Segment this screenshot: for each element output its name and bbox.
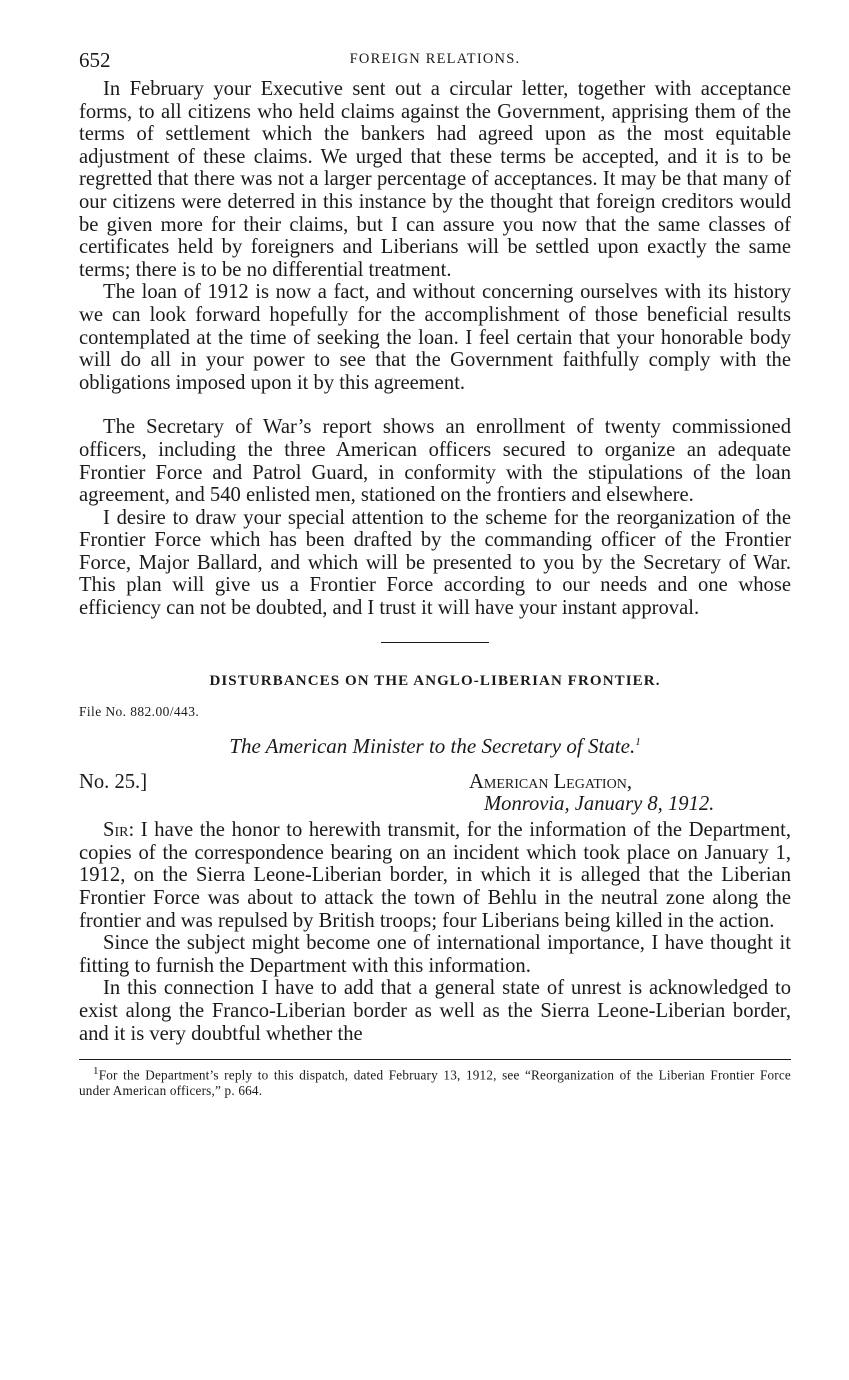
paragraph-frontier-force: I desire to draw your special attention to the scheme for the reorganization of the Frontier Force which has been drafted by the commanding officer of the Frontier Force, Major Ballard, and which will be presented to you by the Secretary of War. This plan will give us a Frontier Force according to our needs and one whose efficiency can not be doubted, and I trust it will have your instant approval. (79, 506, 791, 620)
letter-paragraph-1 (79, 819, 791, 932)
paragraph-loan-1912: The loan of 1912 is now a fact, and without concerning ourselves with its history we can look forward hopefully for the accomplishment of those beneficial results contemplated at the time of seeking the loan. I feel certain that your honorable body will do all in your power to see that the Government faithfully comply with the obligations imposed upon it by this agreement. (79, 281, 791, 394)
legation-name: American Legation, (469, 771, 632, 794)
page-number: 652 (79, 48, 111, 72)
running-head: FOREIGN RELATIONS. (349, 51, 521, 67)
paragraph-gap (79, 394, 791, 416)
letter-paragraph-1-text: I have the honor to herewith transmit, for the information of the Department, copies of the correspondence bearing on an incident which took place on January 1, 1912, on the Sierra Leone-Liberian border, in which it is alleged that the Liberian Frontier Force was about to attack the town of Behlu in the neutral zone along the frontier and was repulsed by British troops; four Liberians being killed in the action. (79, 819, 791, 932)
section-divider (381, 642, 489, 644)
footnote-divider (79, 1059, 791, 1060)
dateline (79, 771, 791, 819)
document-page (79, 48, 791, 1111)
paragraph-secretary-of-war: The Secretary of War’s report shows an enrollment of twenty commissioned officers, including the three American officers secured to organize an adequate Frontier Force and Patrol Guard, in conformity with the stipulations of the loan agreement, and 540 enlisted men, stationed on the frontiers and elsewhere. (79, 416, 791, 507)
file-number: File No. 882.00/443. (79, 704, 200, 720)
paragraph-claims-settlement: In February your Executive sent out a circular letter, together with acceptance forms, to all citizens who held claims against the Government, apprising them of the terms of settlement which the bankers had agreed upon as the most equitable adjustment of these claims. We urged that these terms be accepted, and it is to be regretted that there was not a larger percentage of acceptances. It may be that many of our citizens were deterred in this instance by the thought that foreign creditors would be given more for their claims, but I can assure you now that the same classes of certificates held by foreigners and Liberians will be settled upon exactly the same terms; there is to be no differential treatment. (79, 78, 791, 281)
section-title: DISTURBANCES ON THE ANGLO-LIBERIAN FRONTIER. (209, 673, 661, 690)
document-title (79, 734, 791, 759)
footnote-reference: 1 (635, 736, 641, 749)
footnote (79, 1064, 791, 1097)
dispatch-number: No. 25.] (79, 771, 148, 794)
page-header (79, 48, 791, 78)
place-and-date: Monrovia, January 8, 1912. (484, 793, 715, 816)
document-title-text: The American Minister to the Secretary of State. (229, 734, 636, 759)
footnote-marker: 1 (93, 1065, 99, 1078)
letter-paragraph-2: Since the subject might become one of international importance, I have thought it fitting to furnish the Department with this information. (79, 932, 791, 977)
letter-paragraph-3: In this connection I have to add that a general state of unrest is acknowledged to exist along the Franco-Liberian border as well as the Sierra Leone-Liberian border, and it is very doubtful whether the (79, 977, 791, 1045)
salutation: Sir: (103, 819, 135, 842)
footnote-text: For the Department’s reply to this dispatch, dated February 13, 1912, see “Reorganization of the Liberian Frontier Force under American officers,” p. 664. (79, 1067, 791, 1098)
